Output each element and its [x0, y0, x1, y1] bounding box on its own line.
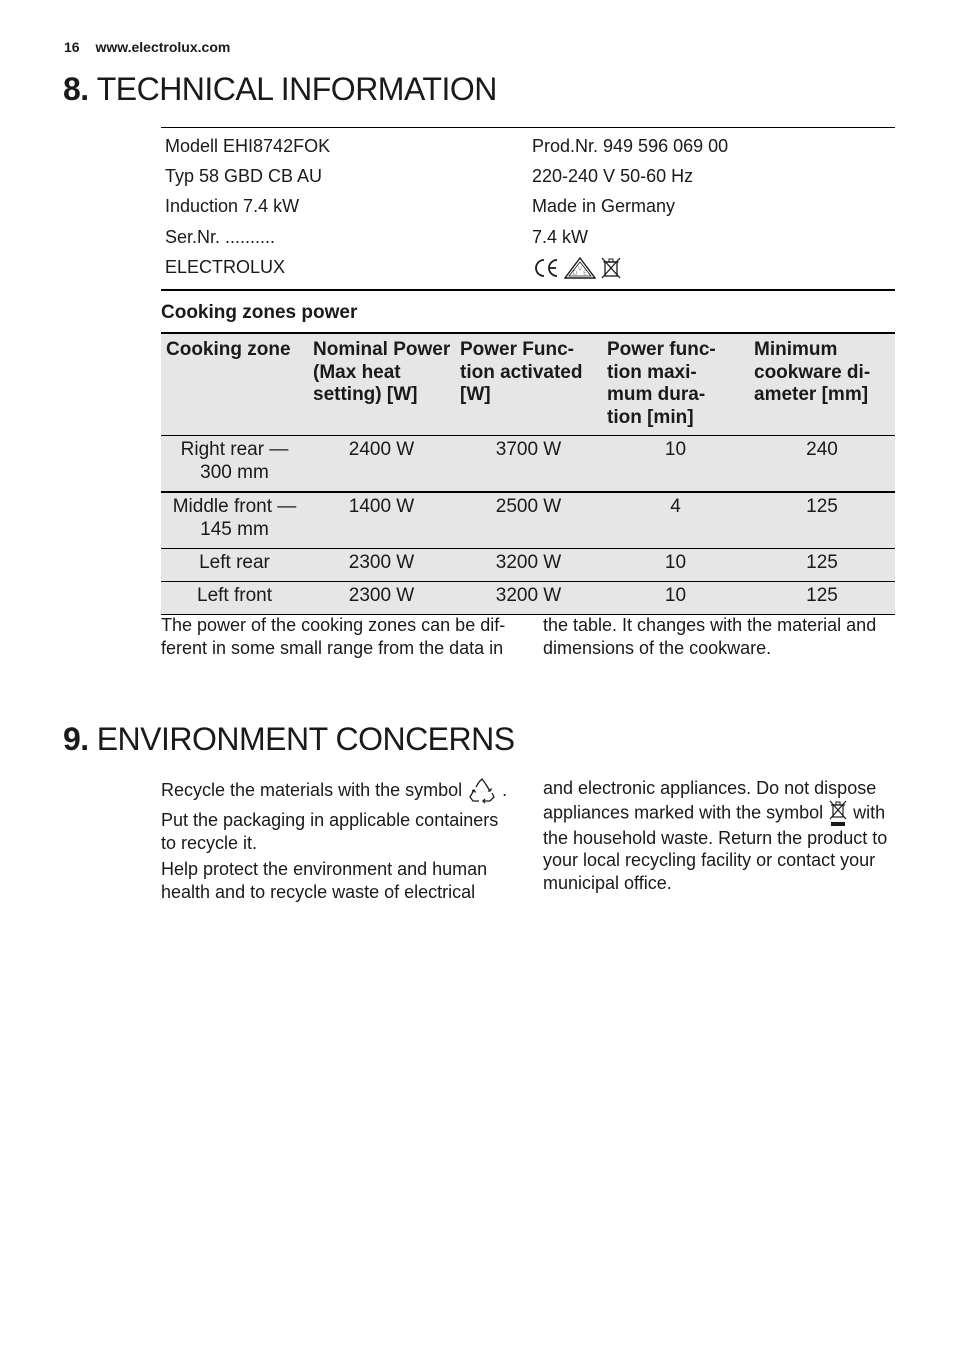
recycle-text: Recycle the materials with the symbol: [161, 779, 463, 800]
column-header: Power func- tion maxi- mum dura- tion [min]: [602, 333, 749, 436]
plate-left-cell: Typ 58 GBD CB AU: [165, 166, 323, 187]
plate-row: [161, 131, 895, 161]
disposal-text-end: with the household waste. Return the product to your local recycling facility or contact your municipal office.: [543, 801, 888, 893]
note-left-column: [161, 614, 513, 659]
plate-right-cell: 7.4 kW: [532, 226, 589, 247]
environment-right-column: [543, 777, 895, 903]
vde-mark-icon: [564, 257, 596, 279]
table-cell: Right rear — 300 mm: [161, 436, 308, 493]
svg-text:V: V: [577, 265, 583, 273]
plate-right-cell: 220-240 V 50-60 Hz: [532, 166, 694, 187]
note-right-column: [543, 614, 895, 659]
plate-right-cell: Prod.Nr. 949 596 069 00: [532, 135, 729, 156]
section-number: 9.: [63, 721, 89, 757]
table-cell: 2300 W: [308, 582, 455, 615]
rating-plate: [161, 127, 895, 291]
table-cell: 10: [602, 549, 749, 582]
section-title: ENVIRONMENT CONCERNS: [96, 721, 515, 757]
table-cell: 125: [749, 492, 895, 549]
page-header: [64, 39, 230, 55]
environment-text: [161, 777, 895, 903]
table-cell: 240: [749, 436, 895, 493]
section-heading-technical-information: [63, 73, 497, 105]
section-heading-environment-concerns: [63, 723, 515, 755]
recycle-text-end: .: [502, 779, 508, 800]
table-header-row: [161, 333, 895, 436]
recycle-icon: [467, 777, 497, 805]
table-cell: Left front: [161, 582, 308, 615]
column-header: Minimum cookware di- ameter [mm]: [749, 333, 895, 436]
ce-mark-icon: [532, 257, 560, 279]
environment-left-column: [161, 777, 513, 903]
section-number: 8.: [63, 71, 89, 107]
note-text: The power of the cooking zones can be dif- ferent in some small range from the data in: [161, 615, 506, 658]
table-row: [161, 492, 895, 549]
table-cell: 4: [602, 492, 749, 549]
table-cell: Left rear: [161, 549, 308, 582]
plate-left-cell: ELECTROLUX: [165, 257, 286, 278]
plate-row: [161, 161, 895, 191]
plate-left-cell: Modell EHI8742FOK: [165, 135, 331, 156]
table-row: [161, 549, 895, 582]
recycle-paragraph: [161, 777, 513, 805]
disposal-paragraph: [543, 777, 895, 894]
plate-left-cell: Ser.Nr. ..........: [165, 226, 276, 247]
plate-row: [161, 192, 895, 222]
cooking-zones-table: [161, 332, 895, 615]
column-header: Power Func- tion activated [W]: [455, 333, 602, 436]
svg-text:D: D: [572, 269, 578, 277]
table-cell: 125: [749, 582, 895, 615]
table-cell: 2500 W: [455, 492, 602, 549]
plate-left-cell: Induction 7.4 kW: [165, 196, 300, 217]
packaging-paragraph: Put the packaging in applicable containers to recycle it.: [161, 810, 499, 853]
table-cell: 3200 W: [455, 582, 602, 615]
weee-crossed-bin-icon: [828, 800, 848, 827]
table-row: [161, 582, 895, 615]
plate-row: [161, 253, 895, 283]
table-cell: 3700 W: [455, 436, 602, 493]
website-url[interactable]: www.electrolux.com: [95, 39, 231, 55]
power-note: [161, 614, 895, 659]
table-cell: 10: [602, 436, 749, 493]
certification-marks: [528, 256, 622, 280]
cooking-zones-power-heading: Cooking zones power: [161, 302, 358, 323]
section-title: TECHNICAL INFORMATION: [96, 71, 497, 107]
table-cell: 10: [602, 582, 749, 615]
table-cell: 2300 W: [308, 549, 455, 582]
table-cell: 125: [749, 549, 895, 582]
plate-right-cell: Made in Germany: [532, 196, 676, 217]
table-row: [161, 436, 895, 493]
table-cell: 3200 W: [455, 549, 602, 582]
table-cell: 2400 W: [308, 436, 455, 493]
weee-paragraph: Help protect the environment and human health and to recycle waste of electrical: [161, 859, 488, 902]
svg-text:E: E: [583, 269, 587, 277]
page-number: 16: [64, 39, 80, 55]
weee-crossed-bin-icon: [600, 256, 622, 280]
note-text: the table. It changes with the material and dimensions of the cookware.: [543, 615, 877, 658]
column-header: Nominal Power (Max heat setting) [W]: [308, 333, 455, 436]
column-header: Cooking zone: [161, 333, 308, 436]
table-cell: 1400 W: [308, 492, 455, 549]
disposal-text: and electronic appliances. Do not dispose appliances marked with the symbol: [543, 778, 877, 822]
plate-row: [161, 222, 895, 252]
table-cell: Middle front — 145 mm: [161, 492, 308, 549]
